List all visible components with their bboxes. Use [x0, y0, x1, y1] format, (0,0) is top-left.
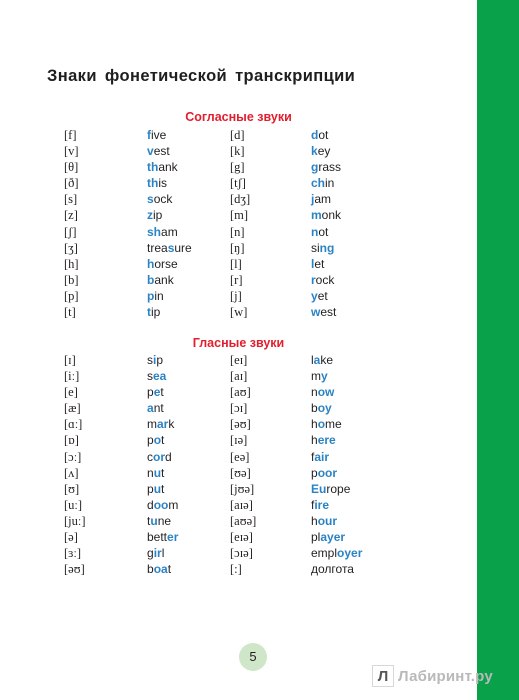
- highlighted-letters: p: [147, 288, 155, 303]
- highlighted-letters: d: [311, 128, 319, 142]
- word-part: empl: [311, 546, 338, 561]
- table-row: [0, 143, 477, 159]
- consonants-table: [0, 127, 477, 320]
- example-word: [147, 529, 178, 545]
- symbol: [aɪ]: [230, 369, 248, 384]
- word-part: p: [147, 385, 154, 400]
- word-part: d: [165, 449, 172, 464]
- word-part: in: [325, 176, 335, 191]
- symbol: [ə]: [64, 530, 78, 545]
- example-word: [147, 545, 164, 561]
- highlighted-letters: ea: [153, 369, 167, 384]
- symbol: [ŋ]: [230, 240, 245, 255]
- symbol: [ɔɪə]: [230, 546, 253, 561]
- example-word: [147, 224, 178, 240]
- highlighted-letters: er: [167, 530, 179, 545]
- example-word: [147, 481, 164, 497]
- table-row: [0, 465, 477, 481]
- symbol: [t]: [64, 305, 76, 320]
- symbol: [f]: [64, 128, 77, 142]
- word-part: si: [311, 240, 320, 255]
- word-part: m: [311, 369, 321, 384]
- word-part: in: [154, 288, 164, 303]
- example-word: [147, 143, 170, 159]
- example-word: [311, 384, 334, 400]
- word-part: k: [168, 417, 175, 432]
- word-part: d: [147, 497, 154, 512]
- highlighted-letters: e: [153, 385, 161, 400]
- word-part: n: [311, 385, 318, 400]
- highlighted-letters: w: [311, 305, 321, 320]
- page-title: Знаки фонетической транскрипции: [47, 67, 356, 85]
- example-word: [311, 127, 328, 143]
- word-part: est: [153, 144, 170, 159]
- symbol: [juː]: [64, 513, 86, 528]
- symbol: [uː]: [64, 497, 83, 512]
- example-word: [311, 368, 328, 384]
- example-word: [311, 416, 342, 432]
- example-word: [147, 384, 164, 400]
- page-number: 5: [239, 643, 267, 671]
- example-word: [311, 561, 354, 577]
- word-part: t: [161, 481, 165, 496]
- symbol: [ʌ]: [64, 465, 79, 480]
- symbol: [ɪ]: [64, 353, 76, 367]
- word-part: ip: [151, 305, 161, 320]
- table-row: [0, 497, 477, 513]
- example-word: [311, 545, 362, 561]
- word-part: t: [161, 433, 165, 448]
- word-part: t: [161, 465, 165, 480]
- symbol: [b]: [64, 272, 79, 287]
- example-word: [147, 432, 164, 448]
- example-word: [311, 400, 332, 416]
- table-row: [0, 529, 477, 545]
- symbol: [ɒ]: [64, 433, 79, 448]
- example-word: [311, 159, 341, 175]
- symbol: [jʊə]: [230, 481, 255, 496]
- word-part: ne: [157, 513, 172, 528]
- word-part: s: [147, 369, 153, 384]
- symbol: [w]: [230, 305, 248, 320]
- symbol: [ʒ]: [64, 240, 78, 255]
- example-word: [147, 191, 172, 207]
- symbol: [dʒ]: [230, 192, 251, 207]
- word-part: h: [311, 513, 318, 528]
- highlighted-letters: th: [147, 160, 159, 175]
- table-row: [0, 513, 477, 529]
- highlighted-letters: oo: [153, 497, 169, 512]
- table-row: [0, 288, 477, 304]
- example-word: [147, 352, 163, 368]
- word-part: t: [160, 385, 164, 400]
- highlighted-letters: ng: [319, 240, 335, 255]
- symbol: [eɪə]: [230, 530, 253, 545]
- table-row: [0, 175, 477, 191]
- highlighted-letters: Eu: [311, 481, 327, 496]
- example-word: [147, 175, 167, 191]
- table-row: [0, 191, 477, 207]
- symbol: [z]: [64, 208, 78, 223]
- word-part: am: [314, 192, 332, 207]
- table-row: [0, 159, 477, 175]
- highlighted-letters: s: [167, 240, 175, 255]
- word-part: p: [156, 353, 164, 367]
- symbol: [aɪə]: [230, 497, 253, 512]
- word-part: ot: [318, 224, 329, 239]
- word-part: ock: [315, 272, 335, 287]
- highlighted-letters: i: [153, 353, 157, 367]
- symbol: [l]: [230, 256, 242, 271]
- symbol: [j]: [230, 288, 242, 303]
- highlighted-letters: th: [147, 176, 159, 191]
- highlighted-letters: z: [147, 208, 153, 223]
- highlighted-letters: h: [147, 256, 155, 271]
- word-part: t: [147, 513, 151, 528]
- symbol: [p]: [64, 288, 79, 303]
- highlighted-letters: y: [321, 369, 328, 384]
- example-word: [147, 207, 162, 223]
- word-part: l: [161, 546, 165, 561]
- word-part: nt: [153, 401, 164, 416]
- word-part: g: [147, 546, 154, 561]
- word-part: ey: [317, 144, 331, 159]
- highlighted-letters: ch: [311, 176, 326, 191]
- highlighted-letters: b: [147, 272, 155, 287]
- word-part: c: [147, 449, 153, 464]
- highlighted-letters: r: [311, 272, 316, 287]
- example-word: [311, 352, 333, 368]
- highlighted-letters: oor: [317, 465, 338, 480]
- word-part: f: [311, 497, 315, 512]
- vowels-table: [0, 352, 477, 577]
- highlighted-letters: k: [311, 144, 318, 159]
- word-part: ock: [153, 192, 173, 207]
- highlighted-letters: ir: [153, 546, 162, 561]
- example-word: [147, 497, 178, 513]
- word-part: t: [167, 562, 172, 577]
- symbol: [s]: [64, 192, 78, 207]
- table-row: [0, 561, 477, 577]
- table-row: [0, 481, 477, 497]
- symbol: [d]: [230, 128, 245, 142]
- example-word: [311, 288, 328, 304]
- table-row: [0, 368, 477, 384]
- word-part: is: [158, 176, 167, 191]
- highlighted-letters: l: [311, 256, 315, 271]
- symbol: [tʃ]: [230, 176, 246, 191]
- example-word: [311, 513, 337, 529]
- word-part: p: [311, 465, 318, 480]
- symbol: [ɜː]: [64, 546, 82, 561]
- word-part: et: [314, 256, 325, 271]
- table-row: [0, 127, 477, 143]
- highlighted-letters: sh: [147, 224, 162, 239]
- word-part: p: [147, 481, 154, 496]
- word-part: ank: [154, 272, 174, 287]
- table-row: [0, 416, 477, 432]
- highlighted-letters: or: [153, 449, 165, 464]
- watermark-text: Лабиринт.ру: [398, 667, 493, 685]
- word-part: est: [320, 305, 337, 320]
- symbol: [ɔː]: [64, 449, 82, 464]
- highlighted-letters: ire: [314, 497, 330, 512]
- example-word: [147, 256, 178, 272]
- word-part: m: [147, 417, 157, 432]
- symbol: [h]: [64, 256, 79, 271]
- example-word: [147, 288, 164, 304]
- symbol: [θ]: [64, 160, 79, 175]
- highlighted-letters: a: [147, 401, 154, 416]
- example-word: [147, 240, 192, 256]
- highlighted-letters: f: [147, 128, 151, 142]
- symbol: [iː]: [64, 369, 80, 384]
- example-word: [311, 191, 331, 207]
- table-row: [0, 240, 477, 256]
- word-part: orse: [154, 256, 178, 271]
- example-word: [311, 497, 329, 513]
- symbol: [aʊ]: [230, 385, 251, 400]
- highlighted-letters: ar: [157, 417, 169, 432]
- word-part: долгота: [311, 562, 354, 577]
- word-part: ot: [318, 128, 329, 142]
- word-part: b: [311, 401, 318, 416]
- symbol: [:]: [230, 562, 242, 577]
- example-word: [311, 449, 329, 465]
- symbol: [əʊ]: [230, 417, 251, 432]
- green-side-bar: [477, 0, 519, 700]
- word-part: trea: [147, 240, 168, 255]
- example-word: [147, 449, 172, 465]
- word-part: ive: [151, 128, 167, 142]
- highlighted-letters: oy: [317, 401, 332, 416]
- symbol: [ʃ]: [64, 224, 77, 239]
- table-row: [0, 384, 477, 400]
- example-word: [311, 432, 336, 448]
- symbol: [m]: [230, 208, 249, 223]
- table-row: [0, 352, 477, 368]
- word-part: am: [161, 224, 178, 239]
- watermark: [372, 665, 493, 687]
- word-part: pl: [311, 530, 321, 545]
- symbol: [k]: [230, 144, 245, 159]
- table-row: [0, 272, 477, 288]
- word-part: ke: [320, 353, 334, 367]
- highlighted-letters: ow: [317, 385, 335, 400]
- highlighted-letters: g: [311, 160, 319, 175]
- highlighted-letters: a: [313, 353, 321, 367]
- highlighted-letters: s: [147, 192, 154, 207]
- symbol: [ɪə]: [230, 433, 248, 448]
- word-part: onk: [321, 208, 342, 223]
- symbol: [ɑː]: [64, 417, 83, 432]
- example-word: [147, 400, 164, 416]
- symbol: [ɔɪ]: [230, 401, 248, 416]
- highlighted-letters: ere: [317, 433, 336, 448]
- example-word: [147, 304, 160, 320]
- vowels-heading: Гласные звуки: [192, 336, 285, 350]
- table-row: [0, 432, 477, 448]
- highlighted-letters: m: [311, 208, 322, 223]
- highlighted-letters: air: [314, 449, 330, 464]
- highlighted-letters: our: [317, 513, 338, 528]
- word-part: ank: [158, 160, 178, 175]
- consonants-heading: Согласные звуки: [185, 110, 292, 124]
- word-part: et: [317, 288, 328, 303]
- highlighted-letters: u: [153, 481, 162, 496]
- highlighted-letters: ayer: [320, 530, 346, 545]
- highlighted-letters: j: [311, 192, 315, 207]
- highlighted-letters: oyer: [337, 546, 363, 561]
- symbol: [g]: [230, 160, 245, 175]
- word-part: ure: [174, 240, 192, 255]
- example-word: [147, 159, 178, 175]
- word-part: m: [168, 497, 179, 512]
- example-word: [311, 224, 328, 240]
- table-row: [0, 224, 477, 240]
- highlighted-letters: y: [311, 288, 318, 303]
- word-part: f: [311, 449, 315, 464]
- highlighted-letters: o: [317, 417, 326, 432]
- symbol: [ʊ]: [64, 481, 80, 496]
- example-word: [147, 272, 174, 288]
- word-part: me: [325, 417, 342, 432]
- highlighted-letters: o: [153, 433, 162, 448]
- highlighted-letters: v: [147, 144, 154, 159]
- highlighted-letters: t: [147, 305, 151, 320]
- example-word: [311, 272, 334, 288]
- symbol: [v]: [64, 144, 79, 159]
- word-part: p: [147, 433, 154, 448]
- table-row: [0, 545, 477, 561]
- word-part: h: [311, 433, 318, 448]
- table-row: [0, 449, 477, 465]
- word-part: bett: [147, 530, 168, 545]
- table-row: [0, 256, 477, 272]
- table-row: [0, 304, 477, 320]
- word-part: h: [311, 417, 318, 432]
- example-word: [311, 207, 341, 223]
- symbol: [ð]: [64, 176, 79, 191]
- symbol: [ʊə]: [230, 465, 251, 480]
- example-word: [311, 465, 337, 481]
- symbol: [e]: [64, 385, 78, 400]
- example-word: [311, 529, 345, 545]
- word-part: n: [147, 465, 154, 480]
- example-word: [147, 127, 166, 143]
- symbol: [əʊ]: [64, 562, 85, 577]
- highlighted-letters: oa: [153, 562, 168, 577]
- highlighted-letters: n: [311, 224, 319, 239]
- word-part: b: [147, 562, 154, 577]
- example-word: [311, 143, 330, 159]
- symbol: [aʊə]: [230, 513, 257, 528]
- symbol: [æ]: [64, 401, 81, 416]
- word-part: ip: [153, 208, 163, 223]
- watermark-logo: Л: [372, 665, 394, 687]
- example-word: [147, 465, 164, 481]
- word-part: rope: [326, 481, 351, 496]
- example-word: [311, 481, 350, 497]
- example-word: [311, 304, 336, 320]
- word-part: rass: [318, 160, 342, 175]
- example-word: [311, 175, 334, 191]
- symbol: [r]: [230, 272, 243, 287]
- example-word: [311, 256, 324, 272]
- table-row: [0, 400, 477, 416]
- symbol: [eə]: [230, 449, 250, 464]
- highlighted-letters: u: [150, 513, 158, 528]
- example-word: [147, 561, 171, 577]
- symbol: [n]: [230, 224, 245, 239]
- symbol: [eɪ]: [230, 353, 248, 367]
- highlighted-letters: u: [153, 465, 162, 480]
- example-word: [311, 240, 334, 256]
- example-word: [147, 416, 174, 432]
- word-part: s: [147, 353, 153, 367]
- word-part: l: [311, 353, 314, 367]
- table-row: [0, 207, 477, 223]
- example-word: [147, 513, 171, 529]
- example-word: [147, 368, 166, 384]
